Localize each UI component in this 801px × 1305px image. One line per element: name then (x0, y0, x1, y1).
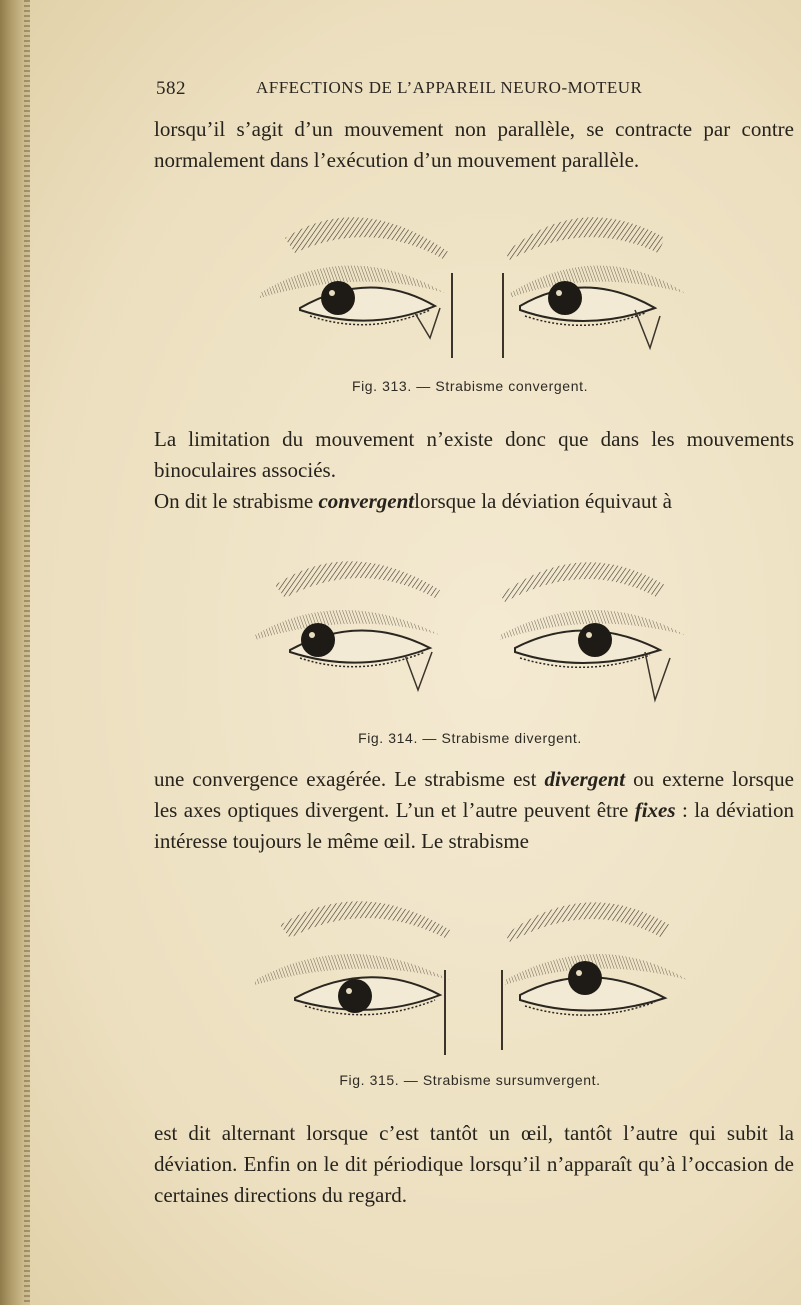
figure-313 (240, 198, 700, 394)
figure-315-caption: Fig. 315. — Strabisme sursumvergent. (339, 1072, 601, 1088)
page-number: 582 (156, 78, 186, 99)
paragraph-2: La limitation du mouvement n’existe donc que dans les mouvements binoculaires associés. (154, 427, 794, 482)
figure-314-illustration (240, 540, 700, 710)
paragraph-3-text-d: ou externe lorsque les axes optiques divergent. L’un et l’autre peuvent être (154, 767, 794, 822)
paragraph-3-continued (154, 764, 794, 857)
right-eye-drawing (502, 902, 688, 1050)
paragraph-3-text-a: On dit le strabisme (154, 489, 319, 513)
term-convergent: convergent (318, 489, 415, 513)
figure-313-illustration (240, 198, 700, 368)
paragraph-3-start (154, 486, 794, 517)
paragraph-4: est dit alternant lorsque c’est tantôt un œil, tantôt l’autre qui subit la déviation. Enfin on le dit périodique lorsqu’il n’apparaît qu’à l’occasion de certaines directions du regard. (154, 1121, 794, 1207)
figure-313-caption: Fig. 313. — Strabisme convergent. (351, 378, 589, 394)
term-divergent: divergent (544, 767, 626, 791)
right-eye-drawing (500, 562, 685, 700)
paragraph-3-text-e: : la déviation intéresse toujours le même œil. Le strabisme (154, 798, 794, 853)
figure-315-illustration (240, 880, 700, 1060)
term-fixes: fixes (634, 798, 676, 822)
paragraph-3-text-c: une convergence exagérée. Le strabisme est (154, 767, 545, 791)
left-eye-drawing (255, 561, 440, 690)
right-eye-drawing (503, 217, 685, 358)
figure-314-caption: Fig. 314. — Strabisme divergent. (358, 730, 582, 746)
book-binding-edge (0, 0, 30, 1305)
figure-314 (240, 540, 700, 746)
paragraph-1: lorsqu’il s’agit d’un mouvement non parallèle, se contracte par contre normalement dans l’exécution d’un mouvement parallèle. (154, 117, 794, 172)
paragraph-3-text-b: lorsque la déviation équivaut à (414, 489, 672, 513)
left-eye-drawing (255, 901, 450, 1055)
left-eye-drawing (260, 217, 452, 358)
running-head: AFFECTIONS DE L’APPAREIL NEURO-MOTEUR (256, 78, 643, 97)
figure-315 (240, 880, 700, 1088)
